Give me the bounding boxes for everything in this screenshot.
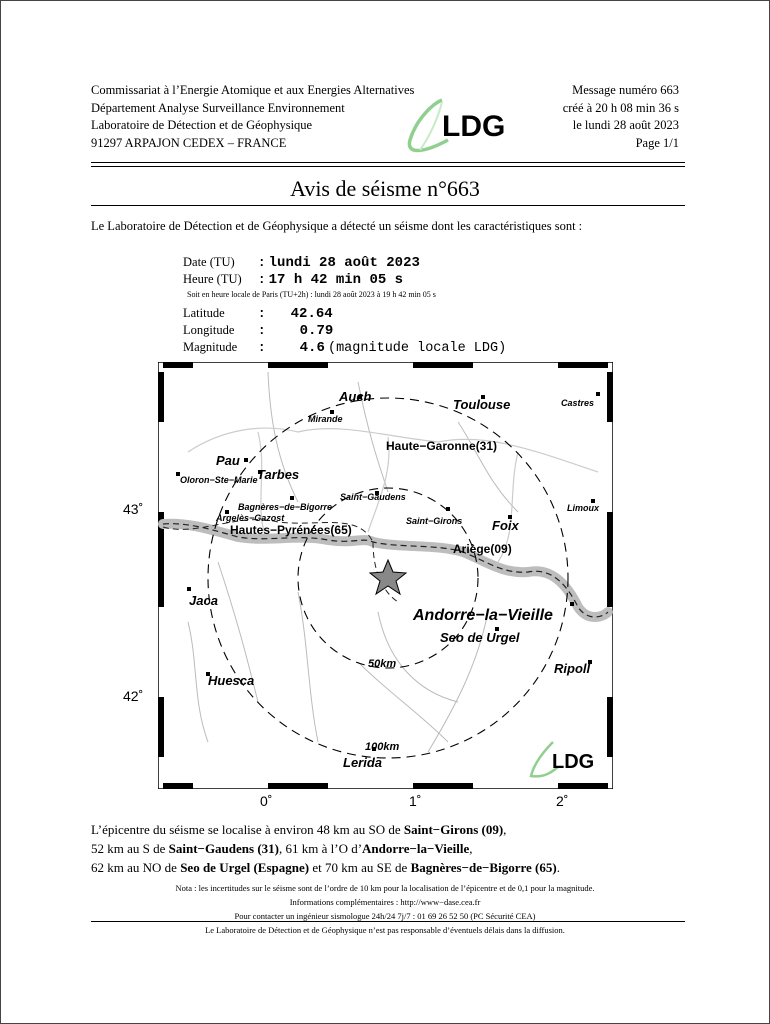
message-number: Message numéro 663 (572, 83, 679, 97)
map-label: Oloron−Ste−Marie (180, 475, 258, 485)
divider (91, 921, 685, 922)
message-created-date: le lundi 28 août 2023 (572, 118, 679, 132)
info-link: Informations complémentaires : http://www−dase.cea.fr (289, 897, 481, 907)
time-label: Heure (TU) (183, 272, 242, 286)
map-label: Argelès−Gazost (216, 513, 285, 523)
map-label: Mirande (308, 414, 343, 424)
map-label: Ripoll (554, 661, 591, 676)
page-number: Page 1/1 (635, 135, 679, 150)
longitude-label: Longitude (183, 323, 235, 337)
map-label: Andorre−la−Vieille (413, 607, 553, 624)
map-label: Ariège(09) (453, 542, 512, 556)
lon-tick-label: 0˚ (260, 793, 273, 809)
epicenter-map (158, 362, 613, 789)
map-label: Hautes−Pyrénées(65) (230, 523, 352, 537)
divider (91, 205, 685, 206)
map-label: Tarbes (257, 467, 300, 482)
logo-text: LDG (442, 110, 506, 143)
latitude-value: 42.64 (290, 306, 333, 322)
org-line: 91297 ARPAJON CEDEX – FRANCE (91, 135, 287, 150)
magnitude-value: 4.6 (299, 340, 325, 356)
magnitude-label: Magnitude (183, 340, 238, 354)
time-row: Heure (TU) : 17 h 42 min 05 s (183, 272, 404, 288)
circle-100km-label: 100km (365, 741, 400, 753)
lon-tick-label: 2˚ (556, 793, 569, 809)
ref-city: Saint−Girons (09) (403, 822, 504, 837)
longitude-row: Longitude : 0.79 (183, 323, 334, 339)
org-address (91, 82, 414, 152)
latitude-row: Latitude : 42.64 (183, 306, 333, 322)
page-title: Avis de séisme n°663 (290, 176, 480, 201)
ref-city: Seo de Urgel (Espagne) (180, 860, 310, 875)
circle-50km-label: 50km (368, 658, 397, 670)
map-label: Bagnères−de−Bigorre (238, 502, 333, 512)
magnitude-row: Magnitude : 4.6 (magnitude locale LDG) (183, 340, 507, 356)
map-label: Foix (492, 518, 519, 533)
map-label: Seo de Urgel (440, 630, 520, 645)
intro-text: Le Laboratoire de Détection et de Géophysique a détecté un séisme dont les caractéristiques sont : (91, 219, 583, 233)
map-label: Pau (216, 453, 240, 468)
divider (91, 162, 685, 163)
org-line: Commissariat à l’Energie Atomique et aux Energies Alternatives (91, 83, 415, 97)
message-created-time: créé à 20 h 08 min 36 s (562, 100, 679, 115)
ldg-logo (402, 96, 516, 158)
lon-tick-label: 1˚ (409, 793, 422, 809)
ref-city: Bagnères−de−Bigorre (65) (410, 860, 557, 875)
date-label: Date (TU) (183, 255, 235, 269)
time-value: 17 h 42 min 05 s (268, 272, 404, 288)
local-time-note: Soit en heure locale de Paris (TU+2h) : lundi 28 août 2023 à 19 h 42 min 05 s (187, 290, 436, 299)
magnitude-note: (magnitude locale LDG) (327, 341, 507, 356)
lat-tick-label: 43˚ (123, 501, 144, 517)
map-label: Jaca (189, 593, 218, 608)
map-label: Saint−Gaudens (340, 492, 406, 502)
epicenter-description: L’épicentre du séisme se localise à environ 48 km au SO de Saint−Girons (09), 52 km au S de Saint−Gaudens (31), 61 km à l’O d’Andorre−la−Vieille, 62 km au NO de Seo de Urgel (Espagne) et 70 km au SE de Bagnères−de−Bigorre (65). (91, 822, 560, 875)
map-label: Saint−Girons (406, 516, 463, 526)
divider (91, 166, 685, 167)
map-label: Auch (339, 389, 372, 404)
latitude-label: Latitude (183, 306, 225, 320)
map-label: Toulouse (453, 397, 511, 412)
org-line: Laboratoire de Détection et de Géophysique (91, 118, 313, 132)
ref-city: Andorre−la−Vieille (362, 841, 470, 856)
org-line: Département Analyse Surveillance Environnement (91, 100, 345, 115)
date-row: Date (TU) : lundi 28 août 2023 (183, 255, 420, 271)
ref-city: Saint−Gaudens (31) (168, 841, 279, 856)
map-label: Lerida (343, 755, 383, 770)
disclaimer: Le Laboratoire de Détection et de Géophysique n’est pas responsable d’éventuels délais dans la diffusion. (205, 925, 565, 935)
map-label: Huesca (208, 673, 255, 688)
map-label: Castres (561, 398, 595, 408)
logo-text: LDG (552, 751, 595, 773)
uncertainty-note: Nota : les incertitudes sur le séisme sont de l’ordre de 10 km pour la localisation de l’épicentre et de 0,1 pour la magnitude. (175, 883, 595, 893)
lat-tick-label: 42˚ (123, 688, 144, 704)
date-value: lundi 28 août 2023 (268, 255, 420, 271)
map-label: Haute−Garonne(31) (386, 439, 498, 453)
longitude-value: 0.79 (299, 323, 334, 339)
contact-line: Pour contacter un ingénieur sismologue 24h/24 7j/7 : 01 69 26 52 50 (PC Sécurité CEA) (234, 911, 536, 921)
map-label: Limoux (567, 503, 600, 513)
message-info (563, 82, 679, 152)
